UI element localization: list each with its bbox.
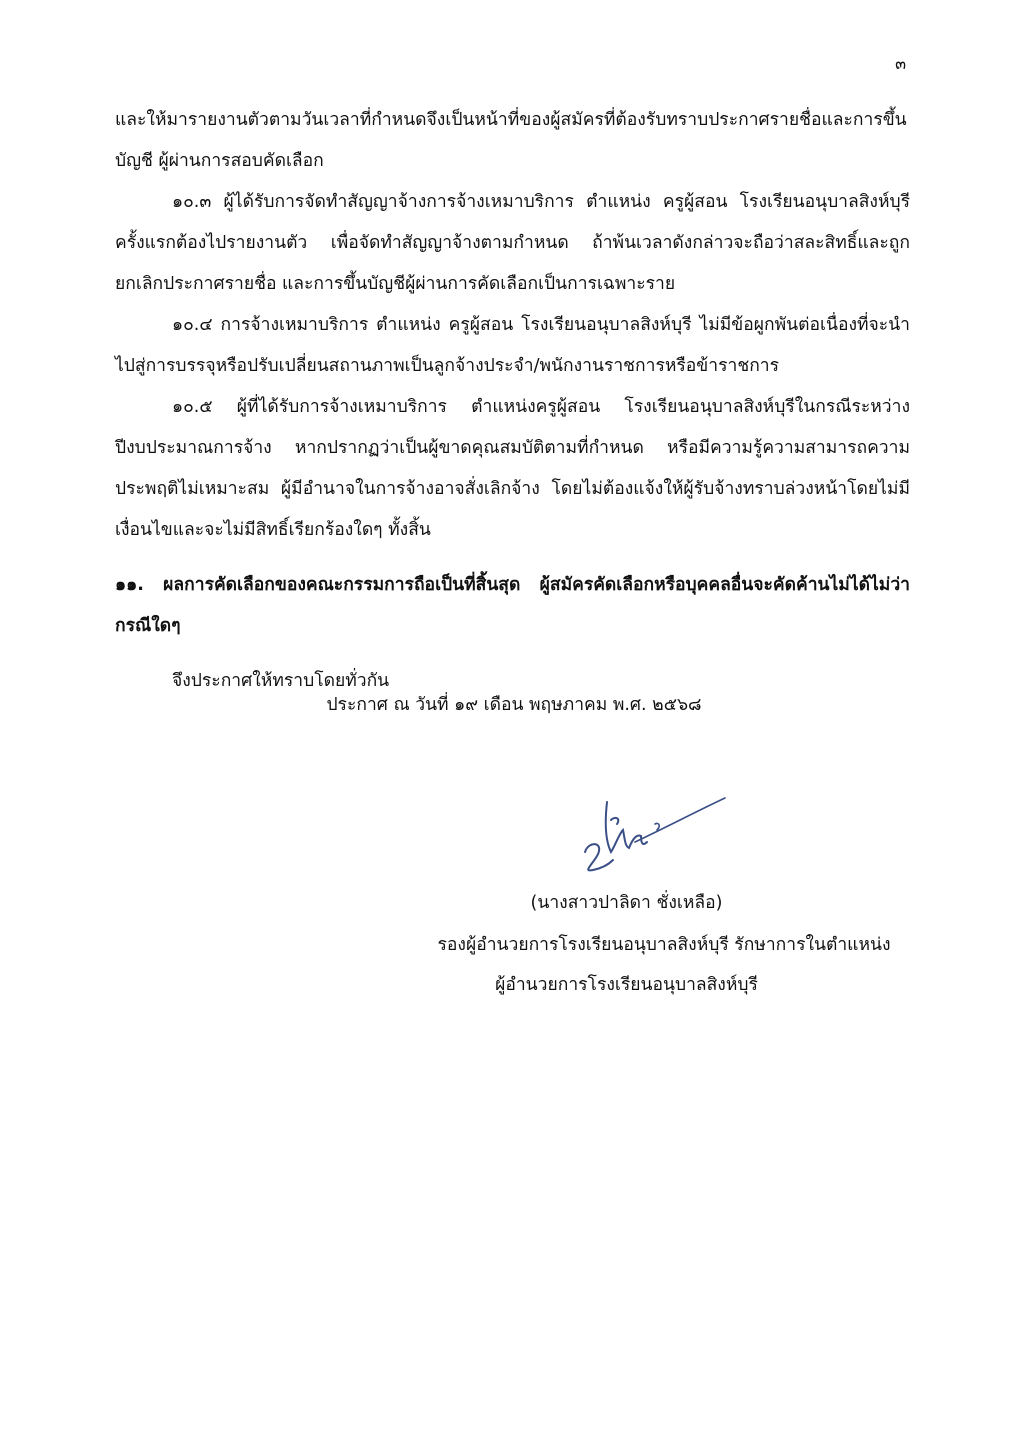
paragraph-10-3: ๑๐.๓ ผู้ได้รับการจัดทำสัญญาจ้างการจ้างเหมาบริการ ตำแหน่ง ครูผู้สอน โรงเรียนอนุบาลสิงห์บุรีครั้งแรกต้องไปรายงานตัว เพื่อจัดทำสัญญาจ้างตามกำหนด ถ้าพ้นเวลาดังกล่าวจะถือว่าสละสิทธิ์และถูกยกเลิกประกาศรายชื่อ และการขึ้นบัญชีผู้ผ่านการคัดเลือกเป็นการเฉพาะราย	[115, 192, 910, 294]
signer-name: (นางสาวปาลิดา ชั่งเหลือ)	[530, 893, 723, 913]
handwritten-signature	[575, 790, 735, 880]
document-body	[115, 100, 910, 702]
page-number: ๓	[895, 54, 906, 73]
paragraph-continuation: และให้มารายงานตัวตามวันเวลาที่กำหนดจึงเป็นหน้าที่ของผู้สมัครที่ต้องรับทราบประกาศรายชื่อและการขึ้นบัญชี ผู้ผ่านการสอบคัดเลือก	[115, 110, 907, 171]
announcement-date: ประกาศ ณ วันที่ ๑๙ เดือน พฤษภาคม พ.ศ. ๒๕๖๘	[326, 695, 702, 715]
closing-statement: จึงประกาศให้ทราบโดยทั่วกัน	[172, 671, 390, 691]
paragraph-10-5: ๑๐.๕ ผู้ที่ได้รับการจ้างเหมาบริการ ตำแหน่งครูผู้สอน โรงเรียนอนุบาลสิงห์บุรีในกรณีระหว่างปีงบประมาณการจ้าง หากปรากฏว่าเป็นผู้ขาดคุณสมบัติตามที่กำหนด หรือมีความรู้ความสามารถความประพฤติไม่เหมาะสม ผู้มีอำนาจในการจ้างอาจสั่งเลิกจ้าง โดยไม่ต้องแจ้งให้ผู้รับจ้างทราบล่วงหน้าโดยไม่มีเงื่อนไขและจะไม่มีสิทธิ์เรียกร้องใดๆ ทั้งสิ้น	[115, 397, 910, 540]
signer-subtitle: ผู้อำนวยการโรงเรียนอนุบาลสิงห์บุรี	[495, 975, 758, 995]
paragraph-10-4: ๑๐.๔ การจ้างเหมาบริการ ตำแหน่ง ครูผู้สอน โรงเรียนอนุบาลสิงห์บุรี ไม่มีข้อผูกพันต่อเนื่องที่จะนำไปสู่การบรรจุหรือปรับเปลี่ยนสถานภาพเป็นลูกจ้างประจำ/พนักงานราชการหรือข้าราชการ	[115, 315, 910, 376]
signer-title: รองผู้อำนวยการโรงเรียนอนุบาลสิงห์บุรี รักษาการในตำแหน่ง	[437, 935, 891, 955]
paragraph-11: ๑๑. ผลการคัดเลือกของคณะกรรมการถือเป็นที่สิ้นสุด ผู้สมัครคัดเลือกหรือบุคคลอื่นจะคัดค้านไม่ได้ไม่ว่ากรณีใดๆ	[115, 575, 910, 636]
